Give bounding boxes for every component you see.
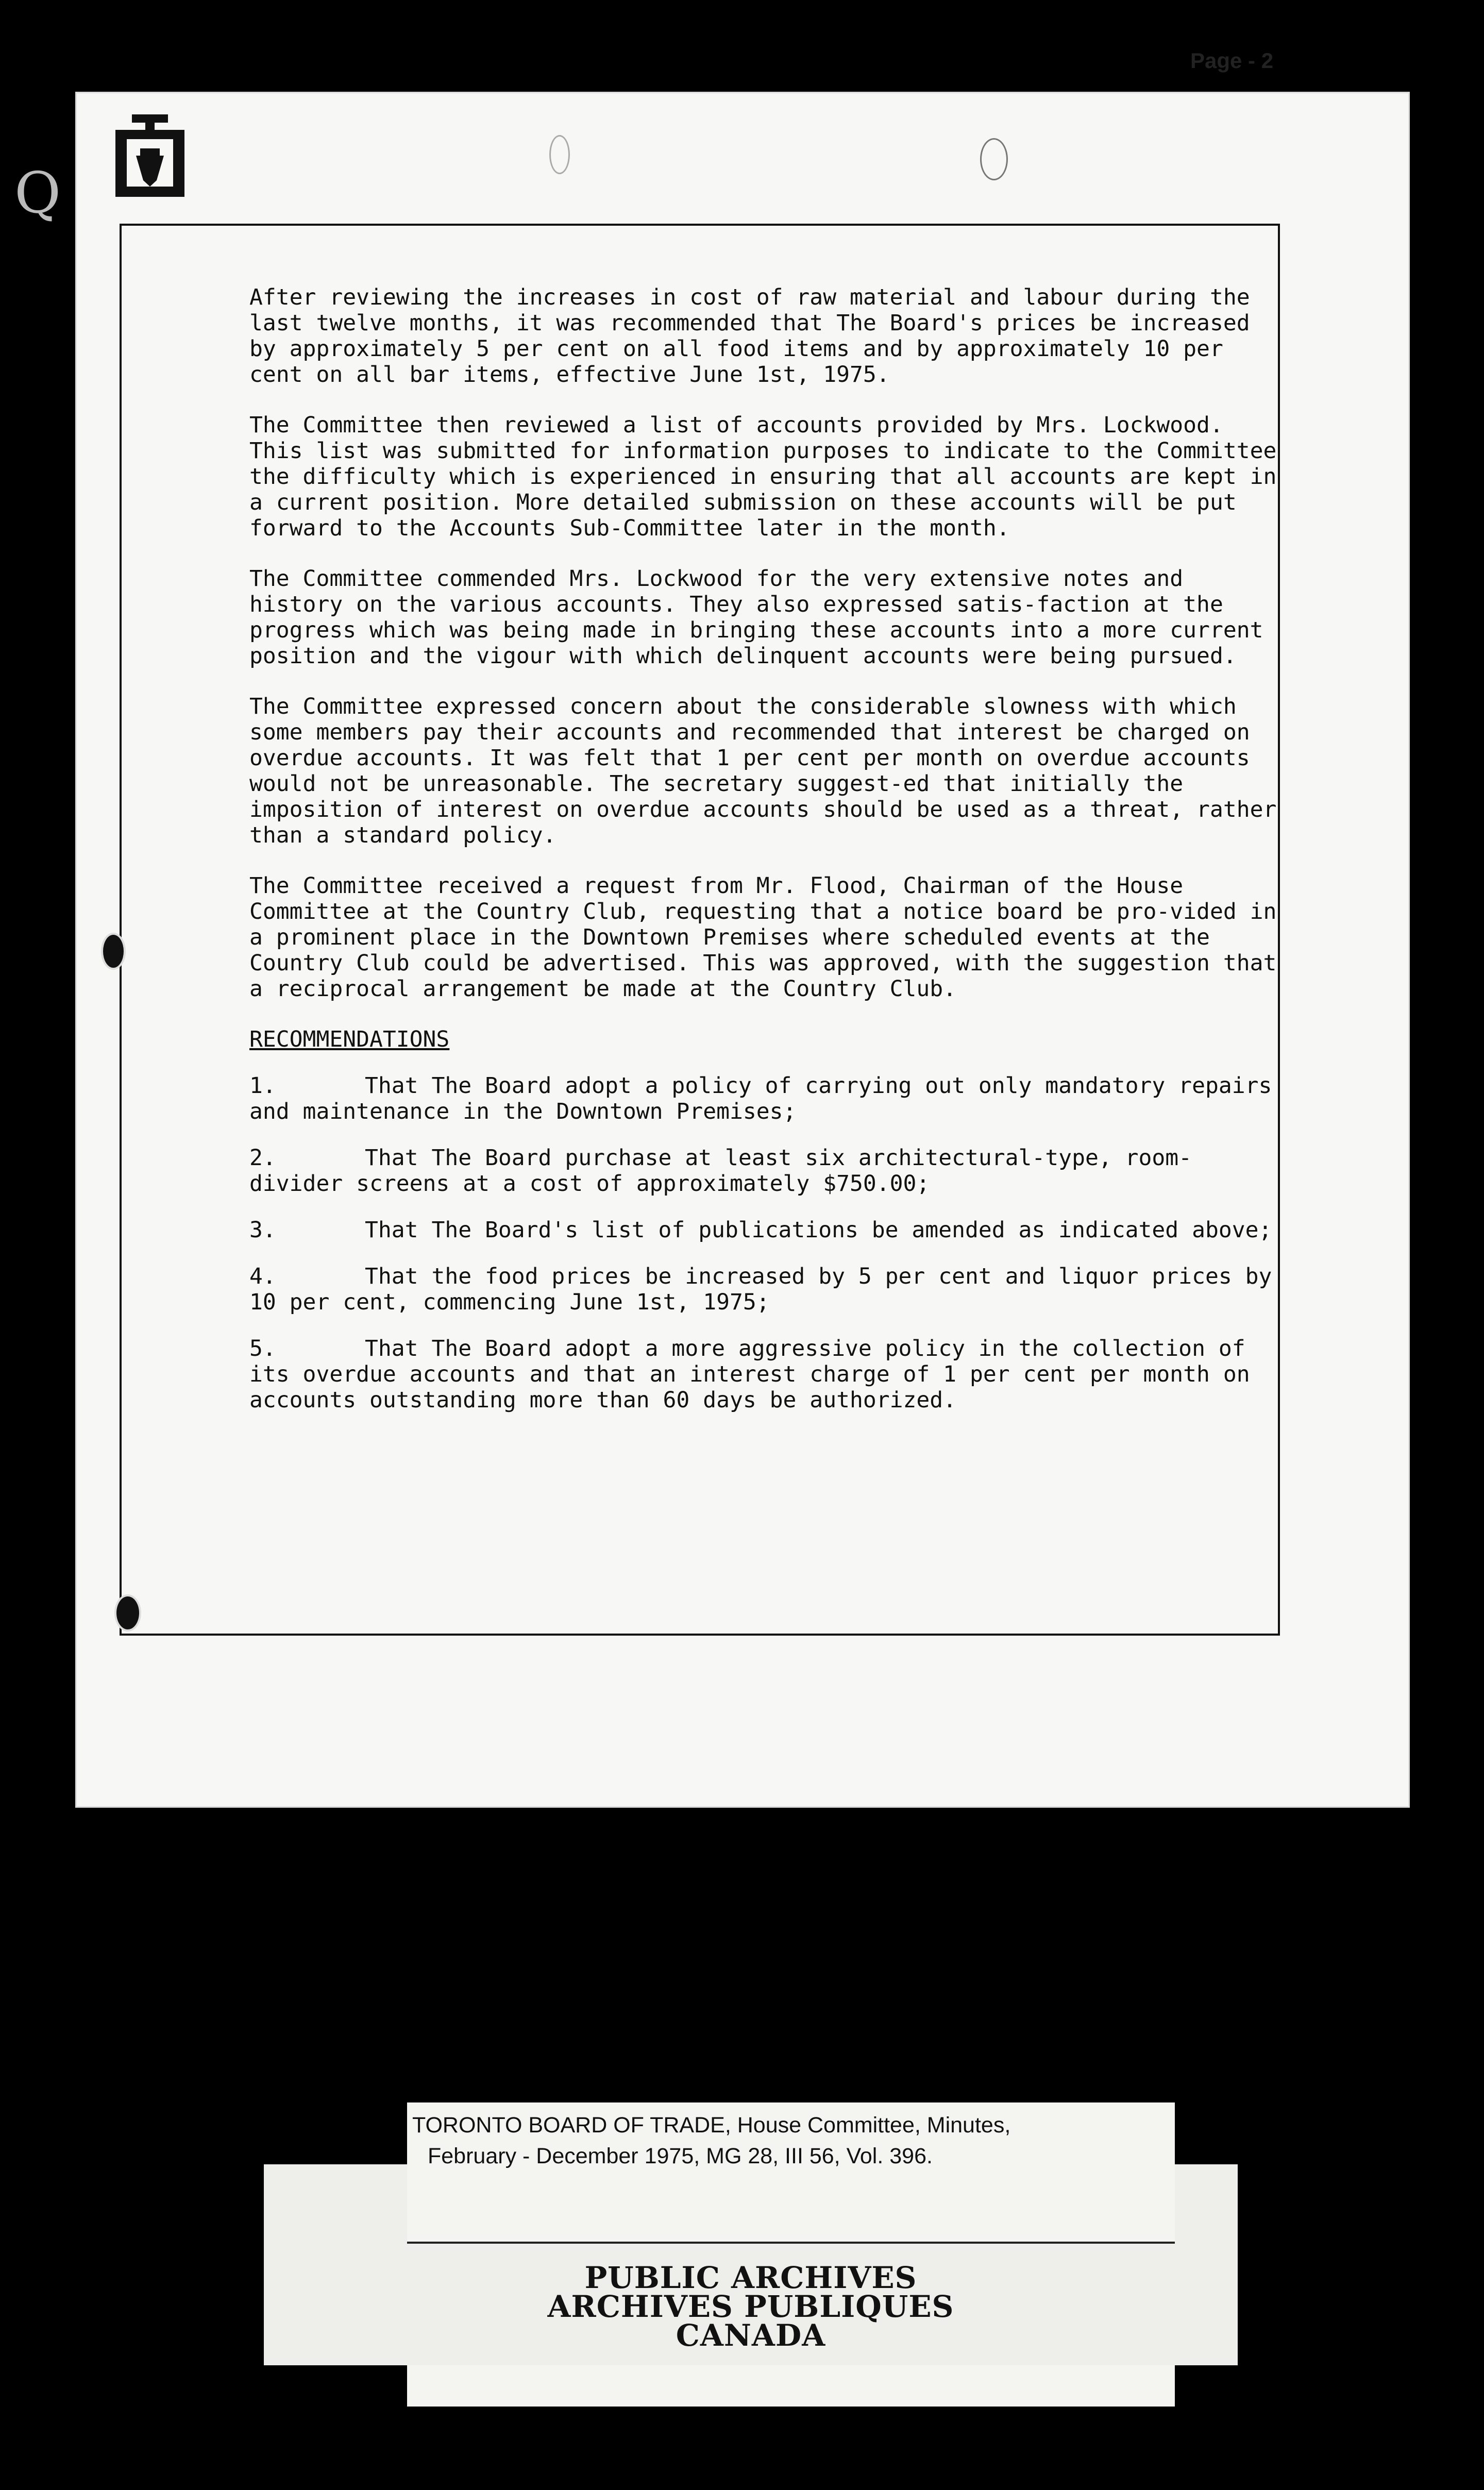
margin-mark: Q: [14, 160, 61, 226]
punch-hole-lower: [114, 1594, 141, 1631]
binder-hole-left: [549, 135, 570, 174]
recommendation-item: [249, 1073, 1285, 1124]
recommendation-text: That The Board adopt a more aggressive policy in the collection of its overdue accounts and that an interest charge of 1 per cent per month on accounts outstanding more than 60 days be authorized.: [249, 1336, 1250, 1413]
stamp-line-3: CANADA: [676, 2318, 826, 2353]
paragraph-price-increase: After reviewing the increases in cost of raw material and labour during the last twelve months, it was recommended that The Board's prices be increased by approximately 5 per cent on all food items and by approximately 10 per cent on all bar items, effective June 1st, 1975.: [249, 284, 1250, 388]
board-of-trade-logo-icon: [111, 112, 189, 200]
recommendation-text: That the food prices be increased by 5 per cent and liquor prices by 10 per cent, commencing June 1st, 1975;: [249, 1264, 1272, 1315]
archive-citation: [412, 2110, 1175, 2172]
recommendation-text: That The Board adopt a policy of carrying out only mandatory repairs and maintenance in the Downtown Premises;: [249, 1073, 1272, 1124]
page-number: Page - 2: [1190, 48, 1274, 73]
recommendation-number: 4.: [249, 1264, 276, 1289]
citation-line-2: February - December 1975, MG 28, III 56, Vol. 396.: [428, 2144, 933, 2168]
stamp-line-1: PUBLIC ARCHIVES: [584, 2260, 917, 2295]
recommendation-number: 5.: [249, 1336, 276, 1361]
recommendation-item: [249, 1336, 1285, 1413]
paragraph-notice-board: The Committee received a request from Mr. Flood, Chairman of the House Committee at the Country Club, requesting that a notice board be pro-vided in a prominent place in the Downtown Premises where scheduled events at the Country Club could be advertised. This was approved, with the suggestion that a reciprocal arrangement be made at the Country Club.: [249, 873, 1277, 1002]
recommendation-text: That The Board's list of publications be amended as indicated above;: [365, 1217, 1272, 1243]
recommendation-number: 1.: [249, 1073, 276, 1099]
paragraph-overdue-concern: The Committee expressed concern about the considerable slowness with which some members pay their accounts and recommended that interest be charged on overdue accounts. It was felt that 1 per cent per month on overdue accounts would not be unreasonable. The secretary suggest-ed that initially the imposition of interest on overdue accounts should be used as a threat, rather than a standard policy.: [249, 694, 1277, 848]
recommendation-text: That The Board purchase at least six architectural-type, room-divider screens at a cost of approximately $750.00;: [249, 1145, 1192, 1197]
recommendations-heading: RECOMMENDATIONS: [249, 1027, 450, 1052]
recommendation-item: [249, 1145, 1285, 1197]
citation-line-1: TORONTO BOARD OF TRADE, House Committee, Minutes,: [412, 2113, 1011, 2138]
minutes-body: [249, 284, 1285, 1434]
archive-stamp: [264, 2260, 1238, 2353]
archive-stamp-footer: [407, 2365, 1175, 2407]
binder-hole-right: [980, 138, 1008, 180]
punch-hole-middle: [101, 933, 126, 970]
paragraph-accounts-review: The Committee then reviewed a list of accounts provided by Mrs. Lockwood. This list was submitted for information purposes to indicate to the Committee the difficulty which is experienced in ensuring that all accounts are kept in a current position. More detailed submission on these accounts will be put forward to the Accounts Sub-Committee later in the month.: [249, 412, 1277, 541]
recommendation-item: [249, 1264, 1285, 1315]
stamp-line-2: ARCHIVES PUBLIQUES: [547, 2289, 954, 2324]
paragraph-commendation: The Committee commended Mrs. Lockwood for the very extensive notes and history on the various accounts. They also expressed satis-faction at the progress which was being made in bringing these accounts into a more current position and the vigour with which delinquent accounts were being pursued.: [249, 566, 1263, 669]
recommendation-number: 2.: [249, 1145, 276, 1171]
recommendation-number: 3.: [249, 1217, 276, 1243]
recommendation-item: [249, 1217, 1285, 1243]
